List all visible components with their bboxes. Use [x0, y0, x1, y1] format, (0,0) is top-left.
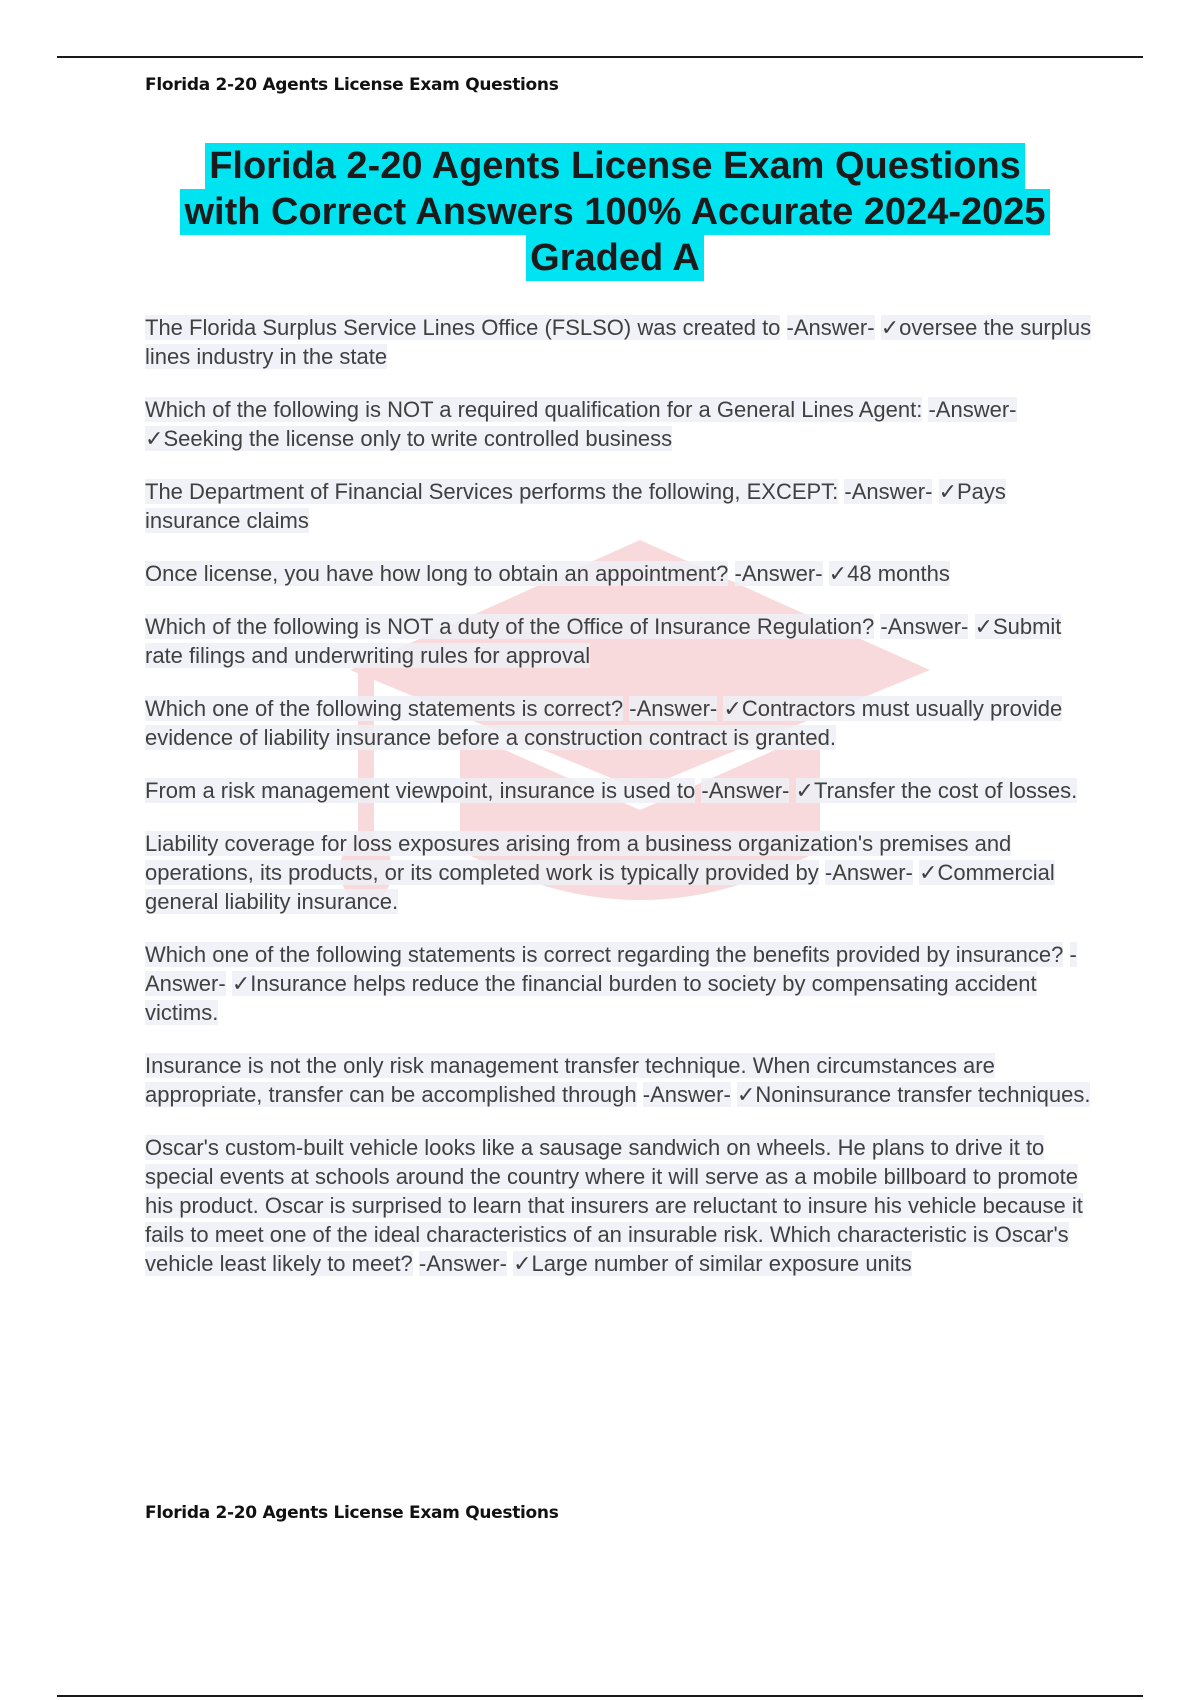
- answer-marker: -Answer-: [928, 397, 1017, 422]
- qa-item: [145, 612, 1095, 670]
- checkmark-icon: ✓: [919, 860, 938, 885]
- qa-item: [145, 829, 1095, 916]
- answer-marker: -Answer-: [701, 778, 790, 803]
- answer-text: 48 months: [847, 561, 950, 586]
- question-text: Which of the following is NOT a duty of the Office of Insurance Regulation?: [145, 614, 875, 639]
- answer-marker: -Answer-: [145, 942, 1077, 996]
- answer-text: Commercial general liability insurance.: [145, 860, 1055, 914]
- question-text: Once license, you have how long to obtain an appointment?: [145, 561, 729, 586]
- answer-text: Large number of similar exposure units: [531, 1251, 912, 1276]
- answer-marker: -Answer-: [642, 1082, 731, 1107]
- answer-marker: -Answer-: [824, 860, 913, 885]
- bottom-rule: [57, 1695, 1143, 1697]
- checkmark-icon: ✓: [513, 1251, 532, 1276]
- answer-marker: -Answer-: [734, 561, 823, 586]
- answer-text: Submit rate filings and underwriting rules for approval: [145, 614, 1062, 668]
- qa-item: [145, 940, 1095, 1027]
- answer-text: Contractors must usually provide evidence of liability insurance before a construction contract is granted.: [145, 696, 1063, 750]
- answer-text: Transfer the cost of losses.: [813, 778, 1078, 803]
- checkmark-icon: ✓: [974, 614, 993, 639]
- qa-list: [145, 313, 1095, 1302]
- answer-marker: -Answer-: [786, 315, 875, 340]
- checkmark-icon: ✓: [145, 426, 164, 451]
- answer-text: Seeking the license only to write controlled business: [163, 426, 673, 451]
- qa-item: [145, 313, 1095, 371]
- question-text: Which one of the following statements is correct?: [145, 696, 624, 721]
- qa-item: [145, 776, 1095, 805]
- qa-item: [145, 694, 1095, 752]
- qa-item: [145, 1133, 1095, 1278]
- question-text: Insurance is not the only risk management transfer technique. When circumstances are appropriate, transfer can be accomplished through: [145, 1053, 995, 1107]
- answer-marker: -Answer-: [418, 1251, 507, 1276]
- answer-marker: -Answer-: [844, 479, 933, 504]
- title-line-2: with Correct Answers 100% Accurate 2024-2025: [180, 189, 1049, 235]
- checkmark-icon: ✓: [231, 971, 251, 996]
- answer-text: oversee the surplus lines industry in the state: [145, 315, 1092, 369]
- question-text: Which one of the following statements is correct regarding the benefits provided by insurance?: [145, 942, 1064, 967]
- question-text: The Florida Surplus Service Lines Office (FSLSO) was created to: [145, 315, 781, 340]
- answer-text: Pays insurance claims: [145, 479, 1006, 533]
- question-text: From a risk management viewpoint, insurance is used to: [145, 778, 696, 803]
- question-text: Which of the following is NOT a required qualification for a General Lines Agent:: [145, 397, 923, 422]
- question-text: Oscar's custom-built vehicle looks like a sausage sandwich on wheels. He plans to drive it to special events at schools around the country where it will serve as a mobile billboard to promote his product. Oscar is surprised to learn that insurers are reluctant to insure his vehicle because it fails to meet one of the ideal characteristics of an insurable risk. Which characteristic is Oscar's vehicle least likely to meet?: [145, 1135, 1083, 1276]
- qa-item: [145, 477, 1095, 535]
- top-rule: [57, 56, 1143, 58]
- checkmark-icon: ✓: [938, 479, 957, 504]
- answer-text: Noninsurance transfer techniques.: [755, 1082, 1091, 1107]
- question-text: The Department of Financial Services performs the following, EXCEPT:: [145, 479, 839, 504]
- checkmark-icon: ✓: [723, 696, 742, 721]
- document-title: [100, 143, 1130, 281]
- title-line-3: Graded A: [526, 235, 704, 281]
- title-line-1: Florida 2-20 Agents License Exam Questions: [205, 143, 1025, 189]
- answer-marker: -Answer-: [629, 696, 718, 721]
- checkmark-icon: ✓: [828, 561, 848, 586]
- checkmark-icon: ✓: [795, 778, 814, 803]
- running-footer: Florida 2-20 Agents License Exam Questions: [145, 1503, 559, 1523]
- qa-item: [145, 559, 1095, 588]
- qa-item: [145, 395, 1095, 453]
- checkmark-icon: ✓: [880, 315, 900, 340]
- checkmark-icon: ✓: [736, 1082, 756, 1107]
- answer-marker: -Answer-: [880, 614, 969, 639]
- running-header: Florida 2-20 Agents License Exam Questions: [145, 75, 559, 95]
- question-text: Liability coverage for loss exposures arising from a business organization's premises and operations, its products, or its completed work is typically provided by: [145, 831, 1012, 885]
- qa-item: [145, 1051, 1095, 1109]
- answer-text: Insurance helps reduce the financial burden to society by compensating accident victims.: [145, 971, 1037, 1025]
